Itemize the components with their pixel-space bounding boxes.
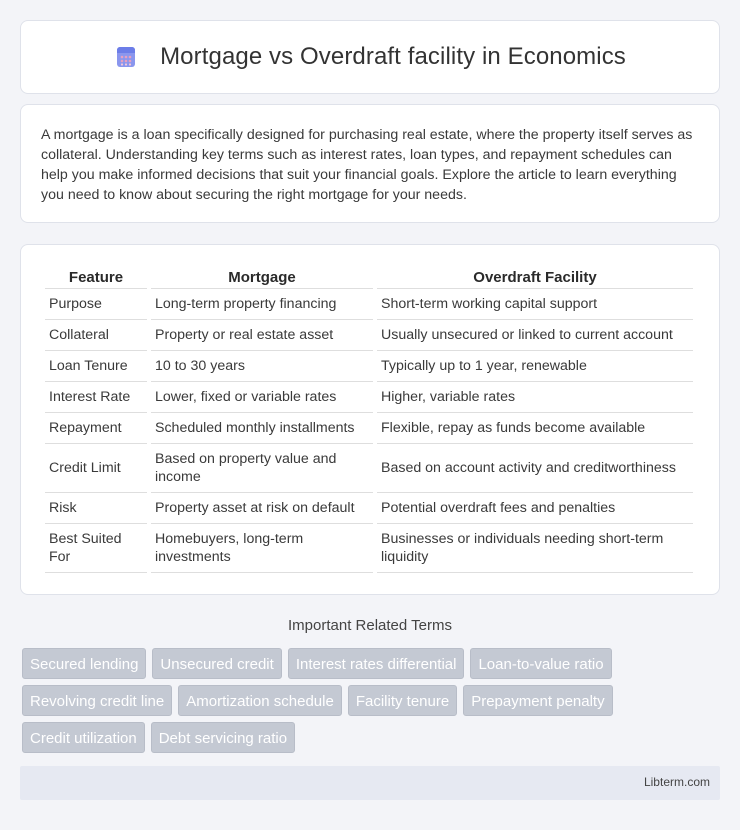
term-tag[interactable]: Facility tenure (348, 685, 457, 716)
table-cell: Typically up to 1 year, renewable (377, 351, 693, 382)
table-cell: Long-term property financing (151, 289, 373, 320)
term-tag[interactable]: Secured lending (22, 648, 146, 679)
table-row (45, 413, 693, 444)
term-tag[interactable]: Credit utilization (22, 722, 145, 753)
table-row (45, 444, 693, 493)
term-tag[interactable]: Debt servicing ratio (151, 722, 295, 753)
table-cell: Property asset at risk on default (151, 493, 373, 524)
table-cell: Collateral (45, 320, 147, 351)
page-title: Mortgage vs Overdraft facility in Economics (160, 43, 626, 70)
intro-card (20, 104, 720, 223)
table-cell: Homebuyers, long-term investments (151, 524, 373, 573)
table-header-row (45, 265, 693, 289)
table-cell: 10 to 30 years (151, 351, 373, 382)
column-header-feature: Feature (45, 265, 147, 289)
table-row (45, 351, 693, 382)
table-cell: Credit Limit (45, 444, 147, 493)
table-cell: Flexible, repay as funds become available (377, 413, 693, 444)
column-header-mortgage: Mortgage (151, 265, 373, 289)
table-row (45, 382, 693, 413)
term-tag[interactable]: Amortization schedule (178, 685, 342, 716)
comparison-card (20, 244, 720, 595)
table-row (45, 524, 693, 573)
related-terms-title: Important Related Terms (288, 617, 452, 634)
term-tag[interactable]: Prepayment penalty (463, 685, 612, 716)
term-tag[interactable]: Interest rates differential (288, 648, 465, 679)
term-tag[interactable]: Revolving credit line (22, 685, 172, 716)
intro-text: A mortgage is a loan specifically designed for purchasing real estate, where the property itself serves as collateral. Understanding key terms such as interest rates, loan types, and repayment schedules can help you make informed decisions that suit your financial goals. Explore the article to learn everything you need to know about securing the right mortgage for your needs. (41, 127, 693, 203)
header-card (20, 20, 720, 94)
table-cell: Based on property value and income (151, 444, 373, 493)
term-tag[interactable]: Unsecured credit (152, 648, 281, 679)
table-cell: Purpose (45, 289, 147, 320)
table-cell: Risk (45, 493, 147, 524)
comparison-table (41, 265, 697, 573)
table-row (45, 320, 693, 351)
table-cell: Potential overdraft fees and penalties (377, 493, 693, 524)
term-tag[interactable]: Loan-to-value ratio (470, 648, 611, 679)
table-cell: Lower, fixed or variable rates (151, 382, 373, 413)
footer-site-link[interactable]: Libterm.com (643, 775, 710, 789)
table-cell: Based on account activity and creditworthiness (377, 444, 693, 493)
table-cell: Interest Rate (45, 382, 147, 413)
column-header-overdraft: Overdraft Facility (377, 265, 693, 289)
table-cell: Businesses or individuals needing short-term liquidity (377, 524, 693, 573)
footer (20, 766, 720, 800)
table-row (45, 493, 693, 524)
related-terms-list (22, 648, 722, 759)
calculator-icon (114, 45, 138, 69)
table-cell: Property or real estate asset (151, 320, 373, 351)
table-cell: Higher, variable rates (377, 382, 693, 413)
table-cell: Short-term working capital support (377, 289, 693, 320)
table-cell: Repayment (45, 413, 147, 444)
table-cell: Best Suited For (45, 524, 147, 573)
table-cell: Loan Tenure (45, 351, 147, 382)
table-cell: Scheduled monthly installments (151, 413, 373, 444)
table-row (45, 289, 693, 320)
table-cell: Usually unsecured or linked to current account (377, 320, 693, 351)
